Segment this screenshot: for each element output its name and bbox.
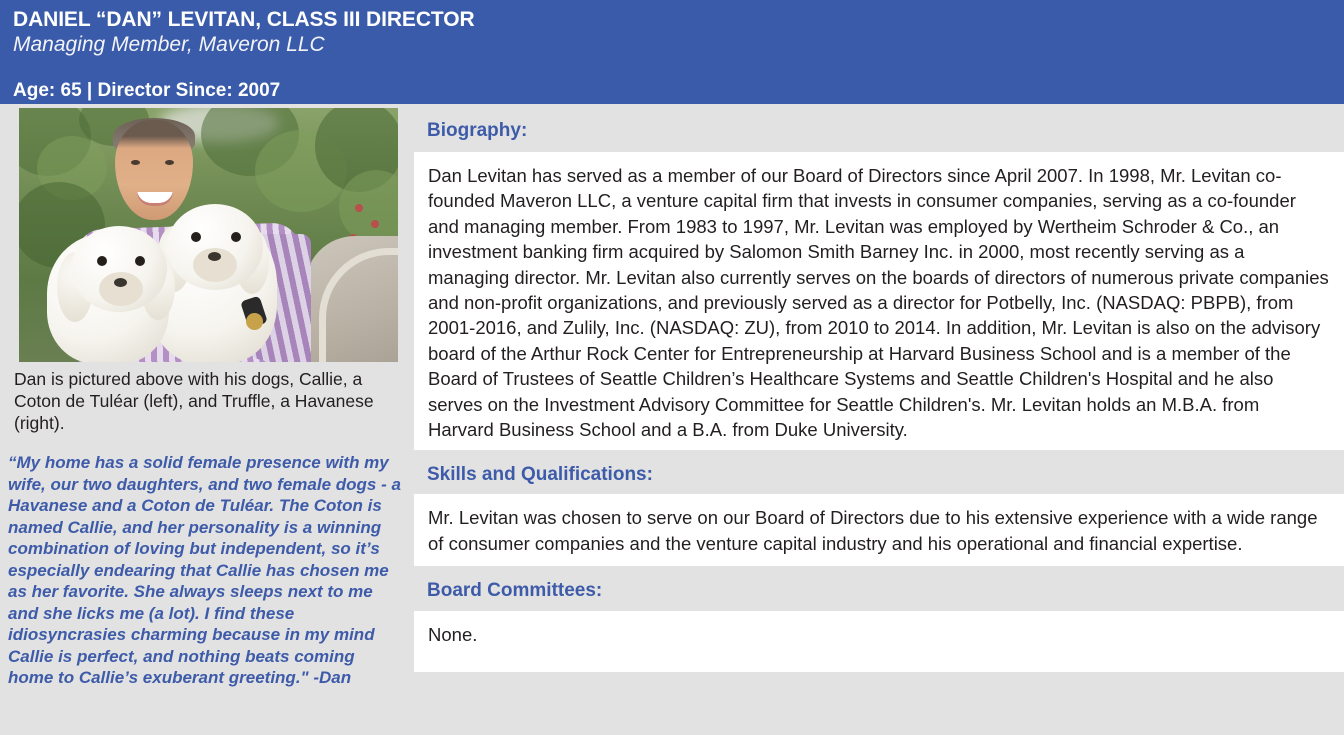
committees-body: None. xyxy=(414,611,1344,671)
photo-canvas xyxy=(19,108,398,362)
director-name: DANIEL “DAN” LEVITAN, CLASS III DIRECTOR xyxy=(13,8,475,31)
photo-eye xyxy=(165,160,174,165)
photo-dog-nose xyxy=(208,252,221,261)
director-age-tenure: Age: 65 | Director Since: 2007 xyxy=(13,80,281,101)
biography-label: Biography: xyxy=(427,120,528,141)
skills-section xyxy=(414,450,1344,566)
header-banner xyxy=(0,0,1344,104)
skills-label: Skills and Qualifications: xyxy=(427,464,653,486)
photo-dog-eye xyxy=(135,256,145,266)
committees-label: Board Committees: xyxy=(427,580,603,602)
director-role: Managing Member, Maveron LLC xyxy=(13,33,325,56)
biography-body: Dan Levitan has served as a member of our Board of Directors since April 2007. In 1998, Mr. Levitan co-founded Maveron LLC, a venture capital firm that invests in consumer companies, serving as a co-founder and managing member. From 1983 to 1997, Mr. Levitan was employed by Wertheim Schroder & Co., an investment banking firm acquired by Salomon Smith Barney Inc. in 2000, most recently serving as a managing director. Mr. Levitan also currently serves on the boards of directors of numerous private companies and non-profit organizations, and previously served as a director for Potbelly, Inc. (NASDAQ: PBPB), from 2001-2016, and Zulily, Inc. (NASDAQ: ZU), from 2010 to 2014. In addition, Mr. Levitan is also on the advisory board of the Arthur Rock Center for Entrepreneurship at Harvard Business School and is a member of the Board of Trustees of Seattle Children’s Healthcare Systems and Seattle Children's Hospital and he also serves on the Investment Advisory Committee for Seattle Children's. Mr. Levitan holds an M.B.A. from Harvard Business School and a B.A. from Duke University. xyxy=(414,152,1344,450)
right-column xyxy=(414,104,1344,735)
committees-section xyxy=(414,566,1344,671)
photo-eye xyxy=(131,160,140,165)
photo-caption: Dan is pictured above with his dogs, Callie, a Coton de Tuléar (left), and Truffle, a Havanese (right). xyxy=(14,369,374,433)
biography-section xyxy=(414,104,1344,450)
photo-foliage xyxy=(339,170,398,244)
photo-dog-eye xyxy=(191,232,201,242)
photo-flower xyxy=(355,204,363,212)
photo-flower xyxy=(371,220,379,228)
personal-quote: “My home has a solid female presence with my wife, our two daughters, and two female dogs - a Havanese and a Coton de Tuléar. The Coton is named Callie, and her personality is a winning combination of loving but independent, so it’s especially endearing that Callie has chosen me as her favorite. She always sleeps next to me and she licks me (a lot). I find these idiosyncrasies charming because in my mind Callie is perfect, and nothing beats coming home to Callie’s exuberant greeting." -Dan xyxy=(8,453,401,687)
photo-dog-nose xyxy=(114,278,127,287)
director-photo xyxy=(19,108,398,362)
photo-dog-eye xyxy=(231,232,241,242)
skills-body: Mr. Levitan was chosen to serve on our Board of Directors due to his extensive experience with a wide range of consumer companies and the venture capital industry and his operational and financial expertise. xyxy=(414,494,1344,566)
left-column xyxy=(0,104,414,735)
photo-dog-eye xyxy=(97,256,107,266)
